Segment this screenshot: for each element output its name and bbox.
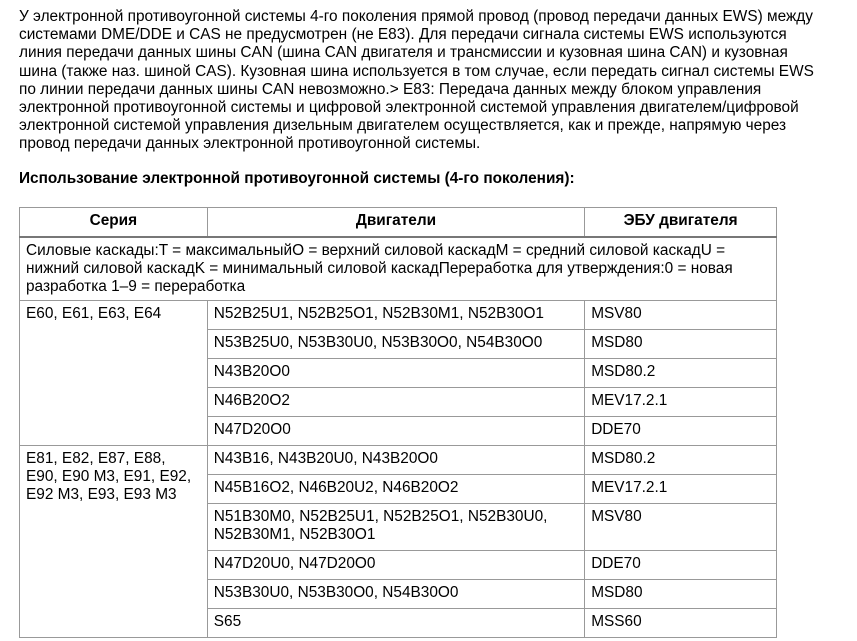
engine-ecu-table xyxy=(19,207,777,638)
engines-cell: N52B25U1, N52B25O1, N52B30M1, N52B30O1 xyxy=(207,301,584,330)
section-heading: Использование электронной противоугонной системы (4-го поколения): xyxy=(19,170,575,187)
series-cell: E60, E61, E63, E64 xyxy=(20,301,208,446)
engines-cell: S65 xyxy=(207,609,584,638)
engines-cell: N53B30U0, N53B30O0, N54B30O0 xyxy=(207,580,584,609)
table-header-row xyxy=(20,208,777,238)
table-row xyxy=(20,301,777,330)
ecu-cell: MEV17.2.1 xyxy=(585,475,777,504)
engines-cell: N43B16, N43B20U0, N43B20O0 xyxy=(207,446,584,475)
ecu-cell: DDE70 xyxy=(585,551,777,580)
engines-cell: N51B30M0, N52B25U1, N52B25O1, N52B30U0, N52B30M1, N52B30O1 xyxy=(207,504,584,551)
ecu-cell: MSD80.2 xyxy=(585,446,777,475)
ecu-cell: MSD80 xyxy=(585,580,777,609)
table-row xyxy=(20,446,777,475)
engines-cell: N45B16O2, N46B20U2, N46B20O2 xyxy=(207,475,584,504)
engines-cell: N43B20O0 xyxy=(207,359,584,388)
ecu-cell: MEV17.2.1 xyxy=(585,388,777,417)
legend-cell: Силовые каскады:T = максимальныйO = верхний силовой каскадM = средний силовой каскадU = нижний силовой каскадK = минимальный силовой каскадПереработка для утверждения:0 = новая разработка 1–9 = переработка xyxy=(20,237,777,301)
ecu-cell: MSV80 xyxy=(585,301,777,330)
header-engines: Двигатели xyxy=(207,208,584,238)
engines-cell: N47D20U0, N47D20O0 xyxy=(207,551,584,580)
series-cell: E81, E82, E87, E88, E90, E90 M3, E91, E92, E92 M3, E93, E93 M3 xyxy=(20,446,208,638)
header-series: Серия xyxy=(20,208,208,238)
intro-paragraph: У электронной противоугонной системы 4-го поколения прямой провод (провод передачи данных EWS) между системами DME/DDE и CAS не предусмотрен (не E83). Для передачи сигнала системы EWS используются линия передачи данных шины CAN (шина CAN двигателя и трансмиссии и кузовная шина CAN) и кузовная шина (также наз. шиной CAS). Кузовная шина используется в том случае, если передать сигнал системы EWS по линии передачи данных шины CAN невозможно.> E83: Передача данных между блоком управления электронной противоугонной системы и цифровой электронной системой управления двигателем/цифровой электронной системой управления дизельным двигателем осуществляется, как и прежде, напрямую через провод передачи данных электронной противоугонной системы. xyxy=(19,8,814,153)
engines-cell: N53B25U0, N53B30U0, N53B30O0, N54B30O0 xyxy=(207,330,584,359)
header-ecu: ЭБУ двигателя xyxy=(585,208,777,238)
engines-cell: N46B20O2 xyxy=(207,388,584,417)
ecu-cell: MSV80 xyxy=(585,504,777,551)
ecu-cell: MSS60 xyxy=(585,609,777,638)
ecu-cell: MSD80 xyxy=(585,330,777,359)
ecu-cell: DDE70 xyxy=(585,417,777,446)
ecu-cell: MSD80.2 xyxy=(585,359,777,388)
engines-cell: N47D20O0 xyxy=(207,417,584,446)
legend-row xyxy=(20,237,777,301)
